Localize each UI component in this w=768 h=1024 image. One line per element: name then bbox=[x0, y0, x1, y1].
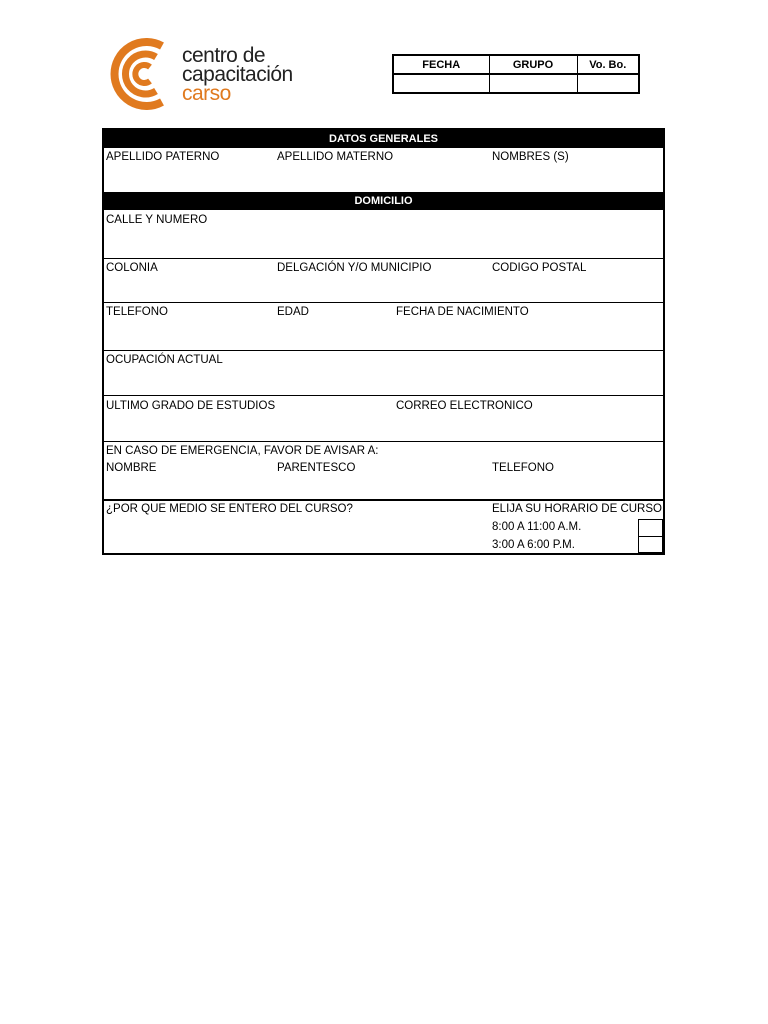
calle-numero-label: CALLE Y NUMERO bbox=[106, 214, 208, 226]
edad-label: EDAD bbox=[277, 306, 309, 318]
horario-titulo-label: ELIJA SU HORARIO DE CURSO bbox=[492, 503, 662, 515]
horario-2-checkbox[interactable] bbox=[638, 536, 663, 553]
logo-line-2: capacitación bbox=[182, 63, 293, 86]
horario-2-label: 3:00 A 6:00 P.M. bbox=[492, 539, 575, 551]
vobo-field[interactable] bbox=[577, 74, 639, 93]
emergencia-telefono-label: TELEFONO bbox=[492, 462, 554, 474]
section-domicilio: DOMICILIO bbox=[104, 192, 663, 210]
logo-mark-icon bbox=[104, 38, 174, 110]
emergencia-nombre-label: NOMBRE bbox=[106, 462, 157, 474]
datos-generales-field[interactable] bbox=[104, 148, 663, 192]
horario-1-checkbox[interactable] bbox=[638, 519, 663, 537]
colonia-label: COLONIA bbox=[106, 262, 158, 274]
logo-line-1: centro de bbox=[182, 44, 266, 67]
grupo-header: GRUPO bbox=[489, 55, 577, 74]
control-table bbox=[392, 54, 640, 94]
section-datos-generales: DATOS GENERALES bbox=[104, 130, 663, 148]
colonia-row-field[interactable] bbox=[104, 259, 663, 302]
estudios-correo-field[interactable] bbox=[104, 396, 663, 441]
apellido-materno-label: APELLIDO MATERNO bbox=[277, 151, 394, 163]
telefono-row-field[interactable] bbox=[104, 303, 663, 350]
vobo-header: Vo. Bo. bbox=[577, 55, 639, 74]
horario-1-label: 8:00 A 11:00 A.M. bbox=[492, 521, 582, 533]
medio-curso-field[interactable] bbox=[104, 501, 488, 553]
fecha-header: FECHA bbox=[393, 55, 489, 74]
codigo-postal-label: CODIGO POSTAL bbox=[492, 262, 587, 274]
ocupacion-label: OCUPACIÓN ACTUAL bbox=[106, 354, 223, 366]
ocupacion-field[interactable] bbox=[104, 351, 663, 395]
fecha-nacimiento-label: FECHA DE NACIMIENTO bbox=[396, 306, 529, 318]
logo bbox=[104, 38, 314, 112]
apellido-paterno-label: APELLIDO PATERNO bbox=[106, 151, 220, 163]
calle-numero-field[interactable] bbox=[104, 210, 663, 258]
emergencia-field[interactable] bbox=[104, 442, 663, 499]
delegacion-label: DELGACIÓN Y/O MUNICIPIO bbox=[277, 262, 432, 274]
correo-label: CORREO ELECTRONICO bbox=[396, 400, 533, 412]
grado-estudios-label: ULTIMO GRADO DE ESTUDIOS bbox=[106, 400, 276, 412]
telefono-label: TELEFONO bbox=[106, 306, 168, 318]
logo-brand: carso bbox=[182, 82, 231, 105]
grupo-field[interactable] bbox=[489, 74, 577, 93]
medio-curso-label: ¿POR QUE MEDIO SE ENTERO DEL CURSO? bbox=[106, 503, 353, 515]
nombres-label: NOMBRES (S) bbox=[492, 151, 569, 163]
registration-form bbox=[102, 128, 665, 555]
emergencia-label: EN CASO DE EMERGENCIA, FAVOR DE AVISAR A: bbox=[106, 445, 379, 457]
fecha-field[interactable] bbox=[393, 74, 489, 93]
parentesco-label: PARENTESCO bbox=[277, 462, 356, 474]
